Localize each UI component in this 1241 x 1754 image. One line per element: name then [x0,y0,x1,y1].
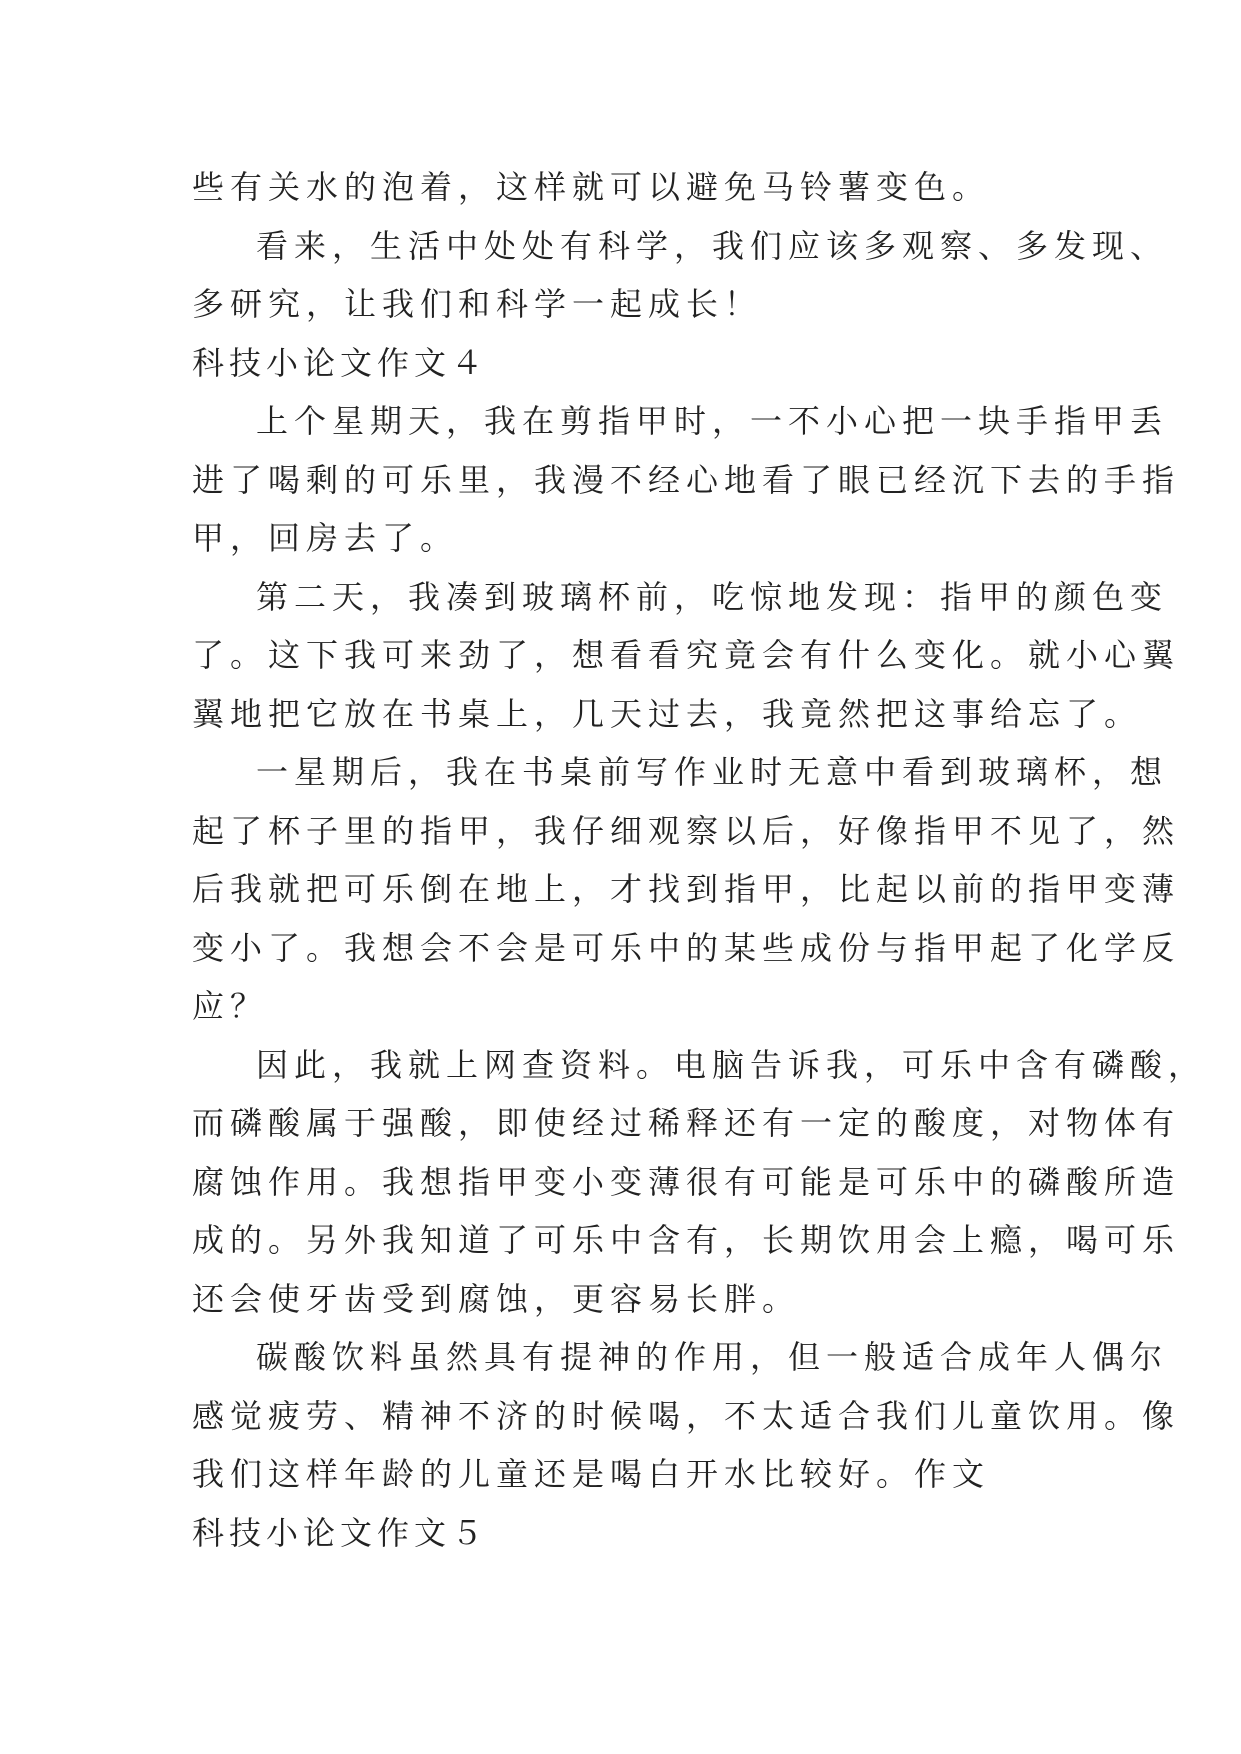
paragraph-start-line: 看来，生活中处处有科学，我们应该多观察、多发现、 [256,226,1169,265]
text-line: 进了喝剩的可乐里，我漫不经心地看了眼已经沉下去的手指 [192,460,1181,499]
text-line: 还会使牙齿受到腐蚀，更容易长胖。 [192,1279,801,1318]
paragraph-start-line: 因此，我就上网查资料。电脑告诉我，可乐中含有磷酸， [256,1045,1207,1084]
document-body [192,158,1207,1562]
text-line: 应？ [192,987,269,1025]
text-line: 起了杯子里的指甲，我仔细观察以后，好像指甲不见了，然 [192,811,1181,850]
text-line: 多研究，让我们和科学一起成长！ [192,285,763,323]
text-line: 腐蚀作用。我想指甲变小变薄很有可能是可乐中的磷酸所造 [192,1162,1181,1201]
section-heading: 科技小论文作文５ [192,1513,489,1552]
text-line: 我们这样年龄的儿童还是喝白开水比较好。作文 [192,1455,991,1493]
section-heading: 科技小论文作文４ [192,343,489,382]
text-line: 后我就把可乐倒在地上，才找到指甲，比起以前的指甲变薄 [192,870,1181,908]
text-line: 了。这下我可来劲了，想看看究竟会有什么变化。就小心翼 [192,636,1181,674]
paragraph-start-line: 一星期后，我在书桌前写作业时无意中看到玻璃杯，想 [256,753,1169,791]
text-line: 些有关水的泡着，这样就可以避免马铃薯变色。 [192,168,991,206]
paragraph-start-line: 碳酸饮料虽然具有提神的作用，但一般适合成年人偶尔 [256,1338,1169,1376]
text-line: 而磷酸属于强酸，即使经过稀释还有一定的酸度，对物体有 [192,1104,1181,1142]
text-line: 感觉疲劳、精神不济的时候喝，不太适合我们儿童饮用。像 [192,1396,1181,1435]
text-line: 变小了。我想会不会是可乐中的某些成份与指甲起了化学反 [192,928,1181,967]
text-line: 甲，回房去了。 [192,519,459,557]
text-line: 成的。另外我知道了可乐中含有，长期饮用会上瘾，喝可乐 [192,1221,1181,1259]
paragraph-start-line: 上个星期天，我在剪指甲时，一不小心把一块手指甲丢 [256,402,1169,440]
paragraph-start-line: 第二天，我凑到玻璃杯前，吃惊地发现：指甲的颜色变 [256,577,1169,616]
text-line: 翼地把它放在书桌上，几天过去，我竟然把这事给忘了。 [192,694,1143,733]
